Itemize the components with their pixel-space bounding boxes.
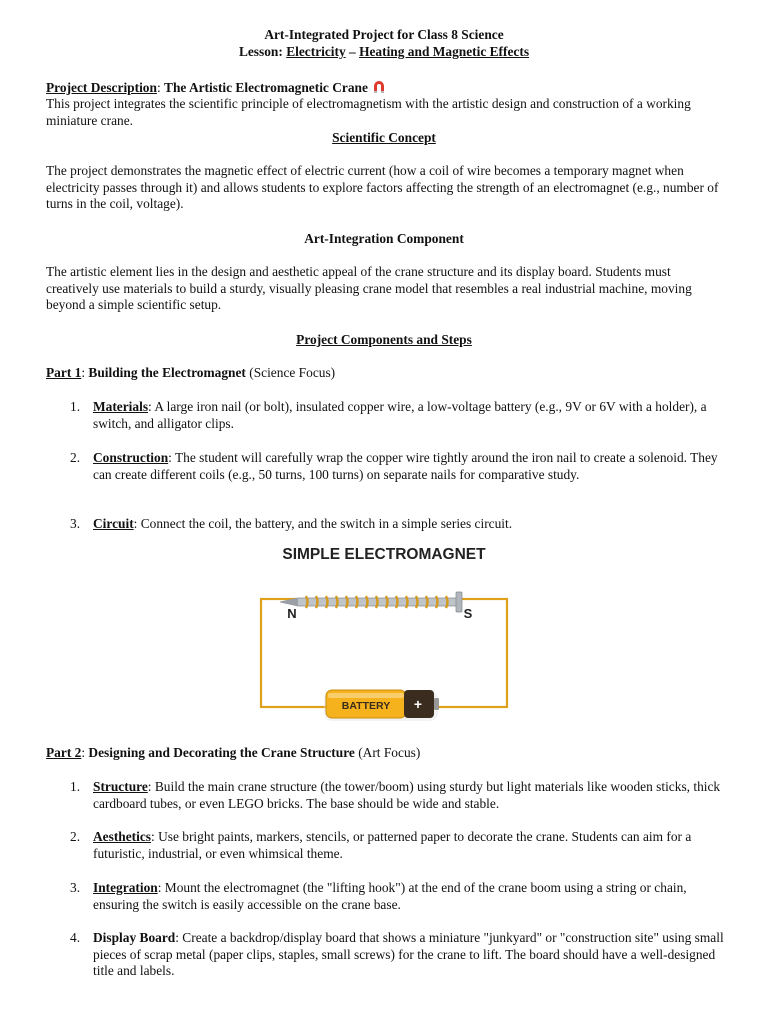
part2-title: Designing and Decorating the Crane Structure (88, 745, 355, 760)
lesson-topic-electricity: Electricity (286, 44, 346, 59)
part1-item-3-text: : Connect the coil, the battery, and the switch in a simple series circuit. (133, 516, 513, 531)
project-components-heading: Project Components and Steps (296, 332, 472, 347)
battery-label: BATTERY (341, 700, 391, 712)
part2-item-4-term: Display Board (93, 930, 176, 945)
part1-item-1-number: 1. (70, 399, 81, 414)
document-title: Art-Integrated Project for Class 8 Science (264, 27, 504, 42)
part1-title: Building the Electromagnet (88, 365, 246, 380)
part2-focus: (Art Focus) (358, 745, 421, 760)
part1-item-2-text: : The student will carefully wrap the copper wire tightly around the iron nail to create a solenoid. They can create different coils (e.g., 50 turns, 100 turns) on separate nails for comparative study. (93, 450, 718, 482)
project-description-label: Project Description (46, 80, 157, 95)
part2-item-4 (93, 930, 733, 980)
part2-item-1 (93, 779, 733, 812)
part1-item-3-term: Circuit (93, 516, 134, 531)
art-integration-text: The artistic element lies in the design and aesthetic appeal of the crane structure and its display board. Students must creatively use materials to build a sturdy, visually pleasing crane model that resembles a real industrial machine, moving beyond a simple scientific setup. (46, 264, 692, 312)
south-pole-label: S (463, 606, 473, 621)
part2-item-3-text: : Mount the electromagnet (the "lifting hook") at the end of the crane boom using a string or chain, ensuring the switch is easily accessible on the crane base. (93, 880, 687, 912)
battery-plus-sign: + (413, 696, 423, 712)
part1-item-1 (93, 399, 733, 432)
part1-focus: (Science Focus) (249, 365, 336, 380)
north-pole-label: N (287, 606, 297, 621)
project-title: The Artistic Electromagnetic Crane (164, 80, 368, 95)
part1-item-3-number: 3. (70, 516, 81, 531)
lesson-label: Lesson (238, 44, 279, 59)
part2-item-1-term: Structure (93, 779, 148, 794)
electromagnet-diagram (258, 542, 510, 732)
project-description-heading: Project Description: The Artistic Electromagnetic Crane (46, 80, 726, 99)
part1-item-3 (93, 516, 733, 533)
part1-item-1-text: : A large iron nail (or bolt), insulated copper wire, a low-voltage battery (e.g., 9V or 6V with a holder), a switch, and alligator clips. (93, 399, 707, 431)
part2-item-3 (93, 880, 733, 913)
lesson-dash: – (345, 44, 360, 59)
part1-heading: Part 1: Building the Electromagnet (Science Focus) (46, 365, 336, 380)
part2-item-2-number: 2. (70, 829, 81, 844)
lesson-line: Lesson: Electricity – Heating and Magnetic Effects (238, 44, 530, 59)
part1-label: Part 1 (46, 365, 82, 380)
art-integration-heading: Art-Integration Component (304, 231, 464, 246)
part2-heading: Part 2: Designing and Decorating the Crane Structure (Art Focus) (46, 745, 421, 760)
part2-item-4-text: : Create a backdrop/display board that shows a miniature "junkyard" or "construction site" using small pieces of scrap metal (paper clips, staples, small screws) for the crane to lift. The board should have a well-designed title and labels. (93, 930, 724, 978)
part2-item-4-number: 4. (70, 930, 81, 945)
part1-item-1-term: Materials (93, 399, 149, 414)
part2-item-1-number: 1. (70, 779, 81, 794)
diagram-title: SIMPLE ELECTROMAGNET (282, 546, 486, 563)
part1-item-2-number: 2. (70, 450, 81, 465)
part2-label: Part 2 (46, 745, 82, 760)
part2-item-3-number: 3. (70, 880, 81, 895)
part2-item-1-text: : Build the main crane structure (the tower/boom) using sturdy but light materials like wooden sticks, thick cardboard tubes, or even LEGO bricks. The base should be wide and stable. (93, 779, 721, 811)
lesson-topic-effects: Heating and Magnetic Effects (359, 44, 530, 59)
part2-item-3-term: Integration (93, 880, 158, 895)
scientific-concept-heading: Scientific Concept (332, 130, 436, 145)
part2-item-2 (93, 829, 733, 862)
project-description-text: This project integrates the scientific principle of electromagnetism with the artistic design and construction of a working miniature crane. (46, 96, 691, 128)
part2-item-2-text: : Use bright paints, markers, stencils, or patterned paper to decorate the crane. Students can aim for a futuristic, industrial, or even whimsical theme. (93, 829, 692, 861)
part1-item-2-term: Construction (93, 450, 169, 465)
scientific-concept-text: The project demonstrates the magnetic effect of electric current (how a coil of wire becomes a temporary magnet when electricity passes through it) and allows students to explore factors affecting the strength of an electromagnet (e.g., number of turns in the coil, voltage). (46, 163, 719, 211)
part2-item-2-term: Aesthetics (93, 829, 152, 844)
part1-item-2 (93, 450, 733, 483)
